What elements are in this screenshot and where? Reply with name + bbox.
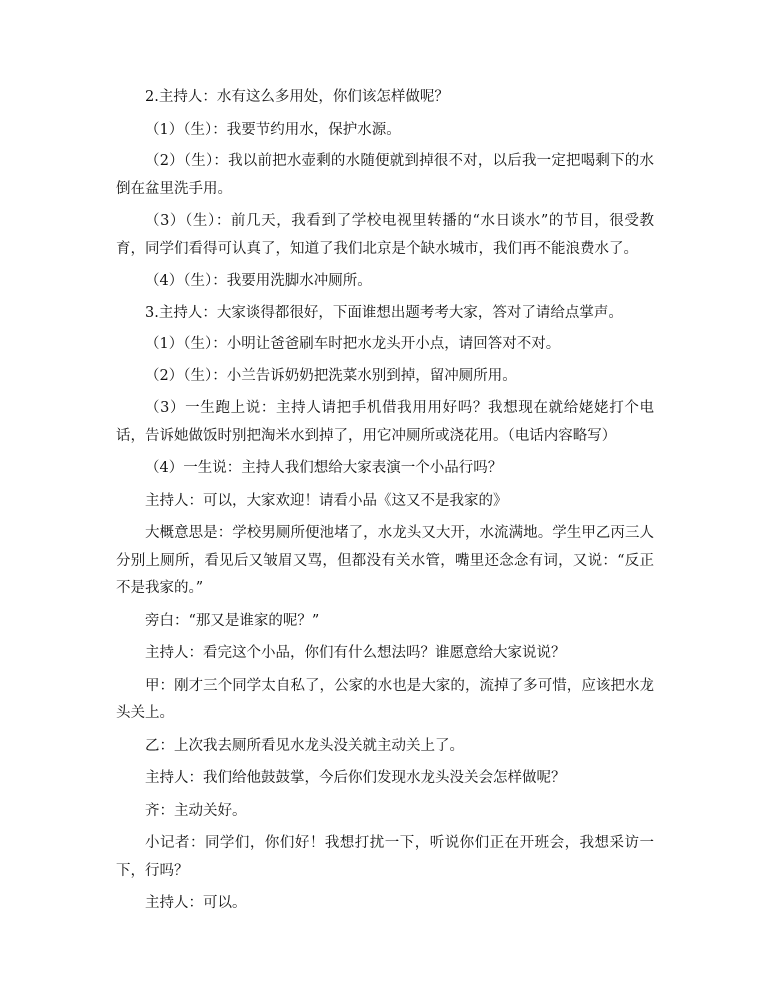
paragraph-host-welcome: 主持人：可以，大家欢迎！请看小品《这又不是我家的》 bbox=[145, 492, 508, 509]
paragraph-host-applause: 主持人：我们给他鼓鼓掌，今后你们发现水龙头没关会怎样做呢？ bbox=[145, 770, 566, 786]
paragraph-answer-2: （2）（生）：我以前把水壶剩的水随便就到掉很不对，以后我一定把喝剩下的水倒在盆里洗手用。 bbox=[116, 153, 654, 197]
paragraph-quiz-2: （2）（生）：小兰告诉奶奶把洗菜水别到掉，留冲厕所用。 bbox=[145, 367, 517, 384]
paragraph-student-b: 乙：上次我去厕所看见水龙头没关就主动关上了。 bbox=[145, 737, 464, 754]
paragraph-quiz-4: （4）一生说：主持人我们想给大家表演一个小品行吗？ bbox=[145, 460, 503, 476]
paragraph-quiz-1: （1）（生）：小明让爸爸刷车时把水龙头开小点，请回答对不对。 bbox=[145, 336, 561, 352]
paragraph-reporter: 小记者：同学们，你们好！我想打扰一下，听说你们正在开班会，我想采访一下，行吗？ bbox=[116, 835, 654, 879]
paragraph-host-question-2: 2.主持人：水有这么多用处，你们该怎样做呢？ bbox=[145, 89, 449, 105]
paragraph-narration: 旁白：“那又是谁家的呢？” bbox=[145, 612, 320, 629]
paragraph-host-agree: 主持人：可以。 bbox=[145, 895, 247, 911]
paragraph-chorus: 齐：主动关好。 bbox=[145, 802, 247, 819]
paragraph-skit-summary: 大概意思是：学校男厕所便池堵了，水龙头又大开，水流满地。学生甲乙丙三人分别上厕所，看见后又皱眉又骂，但都没有关水管，嘴里还念念有词，又说：“反正不是我家的。” bbox=[116, 525, 654, 596]
paragraph-host-question-3: 3.主持人：大家谈得都很好，下面谁想出题考考大家，答对了请给点掌声。 bbox=[145, 304, 623, 321]
paragraph-answer-1: （1）（生）：我要节约用水，保护水源。 bbox=[145, 121, 401, 138]
paragraph-host-ask: 主持人：看完这个小品，你们有什么想法吗？谁愿意给大家说说？ bbox=[145, 645, 566, 661]
paragraph-answer-3: （3）（生）：前几天，我看到了学校电视里转播的“水日谈水”的节目，很受教育，同学们看得可认真了，知道了我们北京是个缺水城市，我们再不能浪费水了。 bbox=[116, 213, 654, 257]
document-page bbox=[116, 84, 654, 918]
paragraph-student-a: 甲：刚才三个同学太自私了，公家的水也是大家的，流掉了多可惜，应该把水龙头关上。 bbox=[116, 677, 654, 721]
paragraph-quiz-3: （3）一生跑上说：主持人请把手机借我用用好吗？我想现在就给姥姥打个电话，告诉她做饭时别把淘米水到掉了，用它冲厕所或浇花用。（电话内容略写） bbox=[116, 400, 654, 444]
paragraph-answer-4: （4）（生）：我要用洗脚水冲厕所。 bbox=[145, 273, 372, 289]
